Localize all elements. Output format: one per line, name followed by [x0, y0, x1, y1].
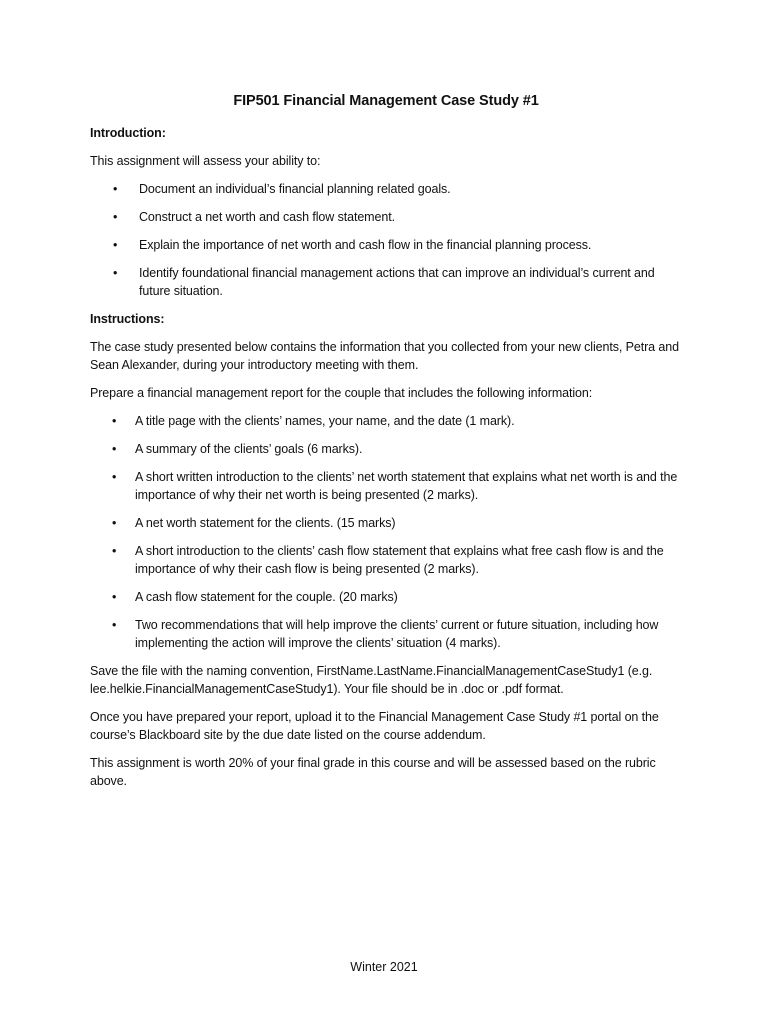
introduction-heading: Introduction: — [90, 126, 166, 140]
bullet-icon: • — [113, 182, 118, 196]
requirement-text: A net worth statement for the clients. (15 marks) — [135, 516, 396, 530]
goal-item — [90, 180, 682, 198]
goal-item — [90, 236, 682, 254]
requirement-item — [90, 588, 682, 606]
bullet-icon: • — [113, 210, 118, 224]
bullet-icon: • — [113, 266, 118, 280]
requirement-item — [90, 412, 682, 430]
instructions-paragraph: Prepare a financial management report for the couple that includes the following information: — [90, 386, 593, 400]
instructions-paragraph: The case study presented below contains the information that you collected from your new clients, Petra and Sean Alexander, during your introductory meeting with them. — [90, 340, 679, 372]
requirement-text: A summary of the clients’ goals (6 marks). — [135, 442, 363, 456]
requirement-text: A short written introduction to the clients’ net worth statement that explains what net worth is and the importance of why their net worth is being presented (2 marks). — [135, 470, 678, 502]
introduction-text: This assignment will assess your ability to: — [90, 154, 321, 168]
goal-text: Document an individual’s financial planning related goals. — [139, 182, 451, 196]
file-naming-paragraph: Save the file with the naming convention, FirstName.LastName.FinancialManagementCaseStudy1 (e.g. lee.helkie.FinancialManagementCaseStudy1). Your file should be in .doc or .pdf format. — [90, 664, 653, 696]
requirements-list — [90, 412, 682, 652]
bullet-icon: • — [113, 238, 118, 252]
requirement-item — [90, 468, 682, 504]
goals-list — [90, 180, 682, 300]
document-body — [90, 90, 682, 800]
bullet-icon: • — [112, 544, 117, 558]
requirement-item — [90, 514, 682, 532]
page-footer: Winter 2021 — [350, 960, 418, 974]
bullet-icon: • — [112, 590, 117, 604]
bullet-icon: • — [112, 442, 117, 456]
instructions-heading: Instructions: — [90, 312, 165, 326]
requirement-text: Two recommendations that will help improve the clients’ current or future situation, including how implementing the action will improve the clients’ situation (4 marks). — [135, 618, 659, 650]
grade-weight-paragraph: This assignment is worth 20% of your final grade in this course and will be assessed based on the rubric above. — [90, 756, 656, 788]
requirement-item — [90, 440, 682, 458]
goal-item — [90, 208, 682, 226]
bullet-icon: • — [112, 618, 117, 632]
upload-paragraph: Once you have prepared your report, upload it to the Financial Management Case Study #1 portal on the course’s Blackboard site by the due date listed on the course addendum. — [90, 710, 659, 742]
goal-item — [90, 264, 682, 300]
goal-text: Construct a net worth and cash flow statement. — [139, 210, 395, 224]
requirement-item — [90, 616, 682, 652]
requirement-text: A cash flow statement for the couple. (20 marks) — [135, 590, 398, 604]
document-title: FIP501 Financial Management Case Study #1 — [233, 93, 539, 109]
goal-text: Identify foundational financial management actions that can improve an individual’s current and future situation. — [139, 266, 655, 298]
requirement-text: A short introduction to the clients’ cash flow statement that explains what free cash flow is and the importance of why their cash flow is being presented (2 marks). — [135, 544, 664, 576]
goal-text: Explain the importance of net worth and cash flow in the financial planning process. — [139, 238, 592, 252]
bullet-icon: • — [112, 516, 117, 530]
requirement-item — [90, 542, 682, 578]
bullet-icon: • — [112, 470, 117, 484]
bullet-icon: • — [112, 414, 117, 428]
requirement-text: A title page with the clients’ names, your name, and the date (1 mark). — [135, 414, 515, 428]
